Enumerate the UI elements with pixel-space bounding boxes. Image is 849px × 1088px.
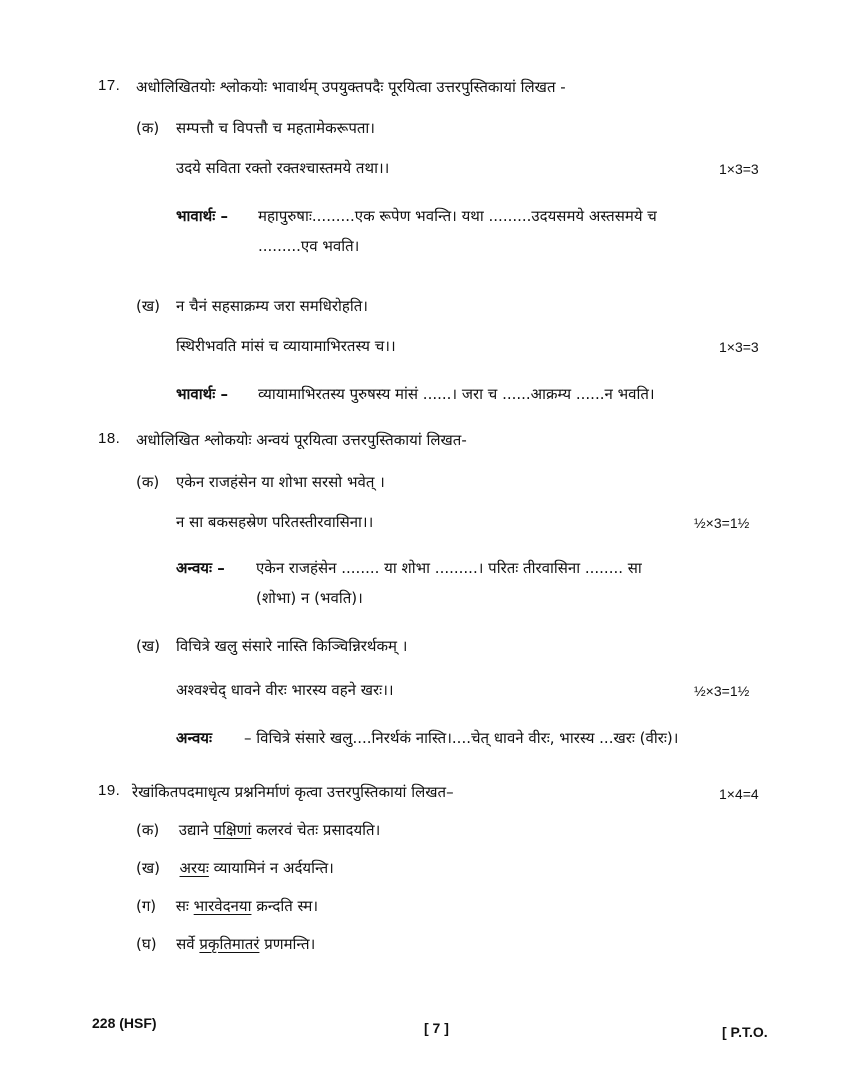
shloka-line: अश्वश्चेद् धावने वीरः भारस्य वहने खरः।। bbox=[176, 681, 394, 699]
underlined-word: पक्षिणां bbox=[213, 821, 252, 839]
shloka-line: एकेन राजहंसेन या शोभा सरसो भवेत् । bbox=[176, 473, 385, 491]
question-number: 18. bbox=[98, 430, 121, 447]
list-item: (ख) अरयः व्यायामिनं न अर्दयन्ति। bbox=[136, 859, 334, 877]
sub-label: (क) bbox=[136, 821, 160, 839]
list-item: (घ) सर्वे प्रकृतिमातरं प्रणमन्ति। bbox=[136, 935, 316, 953]
anvay-text: एकेन राजहंसेन ........ या शोभा .........। परितः तीरवासिना ........ सा bbox=[256, 559, 642, 577]
sub-label: (ख) bbox=[136, 859, 160, 877]
shloka-line: न चैनं सहसाक्रम्य जरा समधिरोहति। bbox=[176, 297, 368, 315]
underlined-word: प्रकृतिमातरं bbox=[199, 935, 260, 953]
marks: 1×4=4 bbox=[719, 786, 759, 802]
bhavarth-text: महापुरुषाः.........एक रूपेण भवन्ति। यथा .........उदयसमये अस्तसमये च bbox=[258, 207, 657, 225]
marks: 1×3=3 bbox=[719, 161, 759, 177]
shloka-line: सम्पत्तौ च विपत्तौ च महतामेकरूपता। bbox=[176, 119, 375, 137]
underlined-word: भारवेदनया bbox=[193, 897, 252, 915]
question-instruction: रेखांकितपदमाधृत्य प्रश्ननिर्माणं कृत्वा उत्तरपुस्तिकायां लिखत– bbox=[132, 783, 454, 801]
question-number: 19. bbox=[98, 782, 121, 799]
anvay-label: अन्वयः – bbox=[176, 559, 225, 577]
shloka-line: न सा बकसहस्रेण परितस्तीरवासिना।। bbox=[176, 513, 374, 531]
shloka-line: स्थिरीभवति मांसं च व्यायामाभिरतस्य च।। bbox=[176, 337, 396, 355]
sub-label: (ख) bbox=[136, 297, 160, 315]
page-number: [ 7 ] bbox=[424, 1020, 449, 1036]
marks: ½×3=1½ bbox=[694, 683, 750, 699]
bhavarth-label: भावार्थः – bbox=[176, 207, 228, 225]
sub-label: (क) bbox=[136, 473, 160, 491]
shloka-line: विचित्रे खलु संसारे नास्ति किञ्चिन्निरर्थकम् । bbox=[176, 637, 408, 655]
bhavarth-label: भावार्थः – bbox=[176, 385, 228, 403]
sub-label: (ग) bbox=[136, 897, 157, 915]
underlined-word: अरयः bbox=[179, 859, 209, 877]
bhavarth-text: .........एव भवति। bbox=[258, 237, 360, 255]
question-instruction: अधोलिखितयोः श्लोकयोः भावार्थम् उपयुक्तपदैः पूरयित्वा उत्तरपुस्तिकायां लिखत - bbox=[136, 78, 566, 96]
list-item: (क) उद्याने पक्षिणां कलरवं चेतः प्रसादयति। bbox=[136, 821, 381, 839]
marks: ½×3=1½ bbox=[694, 515, 750, 531]
sub-label: (घ) bbox=[136, 935, 157, 953]
anvay-text: – विचित्रे संसारे खलु....निरर्थकं नास्ति।....चेत् धावने वीरः, भारस्य ...खरः (वीरः)। bbox=[244, 729, 679, 747]
anvay-label: अन्वयः bbox=[176, 729, 213, 747]
bhavarth-text: व्यायामाभिरतस्य पुरुषस्य मांसं ......। जरा च ......आक्रम्य ......न भवति। bbox=[258, 385, 655, 403]
pto-label: [ P.T.O. bbox=[722, 1024, 768, 1040]
question-number: 17. bbox=[98, 77, 121, 94]
shloka-line: उदये सविता रक्तो रक्तश्चास्तमये तथा।। bbox=[176, 159, 390, 177]
anvay-text: (शोभा) न (भवति)। bbox=[256, 589, 363, 607]
sub-label: (क) bbox=[136, 119, 160, 137]
list-item: (ग) सः भारवेदनया क्रन्दति स्म। bbox=[136, 897, 319, 915]
sub-label: (ख) bbox=[136, 637, 160, 655]
paper-code: 228 (HSF) bbox=[92, 1015, 157, 1031]
question-instruction: अधोलिखित श्लोकयोः अन्वयं पूरयित्वा उत्तरपुस्तिकायां लिखत- bbox=[136, 431, 467, 449]
marks: 1×3=3 bbox=[719, 339, 759, 355]
